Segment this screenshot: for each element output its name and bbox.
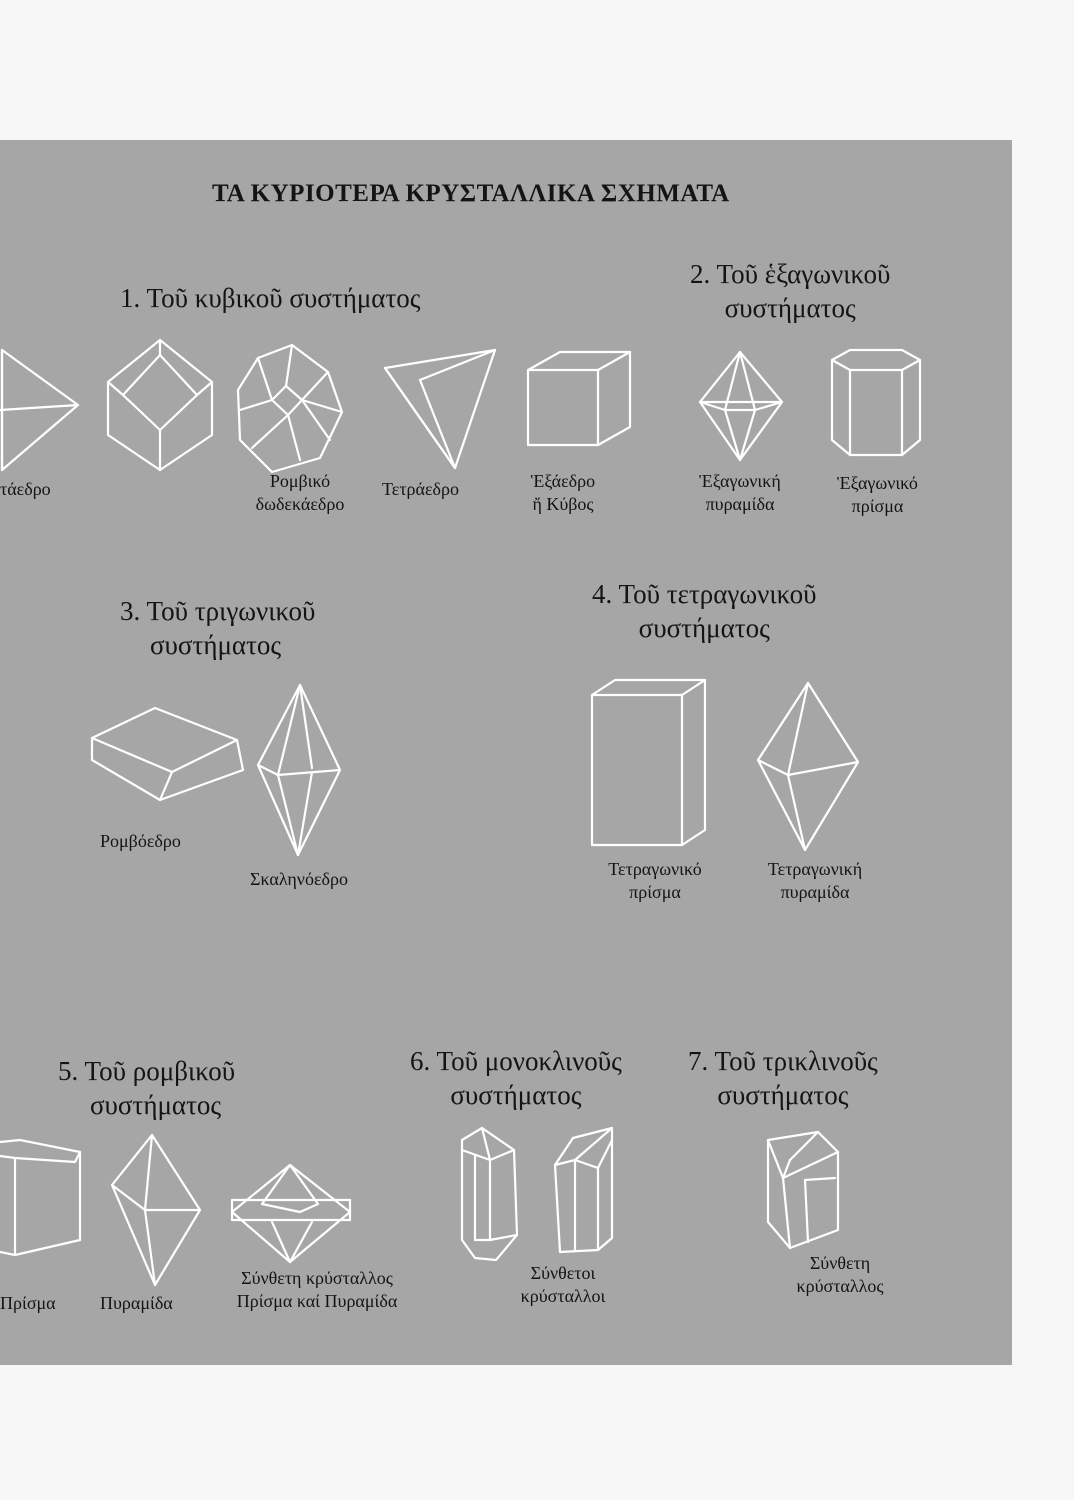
rhombic-dodecahedron-shape bbox=[108, 340, 212, 470]
section-rhombic-line1: 5. Τοῦ ρομβικοῦ bbox=[58, 1056, 236, 1086]
caption-prism: Πρίσμα bbox=[0, 1293, 56, 1313]
caption-hexagonal-pyramid bbox=[680, 470, 800, 515]
monoclinic-crystal-2-shape bbox=[555, 1128, 612, 1252]
section-hexagonal-line1: 2. Τοῦ ἑξαγωνικοῦ bbox=[690, 259, 891, 289]
caption-compound-prism-pyramid bbox=[202, 1267, 432, 1312]
caption-pyramid: Πυραμίδα bbox=[100, 1293, 173, 1313]
caption-compound-crystal-line1: Σύνθετη bbox=[809, 1253, 871, 1273]
caption-tetragonal-prism bbox=[590, 858, 720, 903]
rhombohedron-shape bbox=[92, 708, 243, 800]
caption-hexagonal-pyramid-line2: πυραμίδα bbox=[705, 493, 775, 514]
tetrahedron-shape bbox=[385, 350, 495, 468]
caption-scalenohedron: Σκαληνόεδρο bbox=[250, 869, 348, 889]
tetragonal-pyramid-shape bbox=[758, 683, 858, 850]
section-tetragonal-line1: 4. Τοῦ τετραγωνικοῦ bbox=[592, 579, 817, 609]
caption-hexagonal-prism-line2: πρίσμα bbox=[851, 495, 904, 516]
caption-tetragonal-pyramid-line1: Τετραγωνική bbox=[767, 859, 863, 879]
caption-tetragonal-pyramid-line2: πυραμίδα bbox=[780, 881, 850, 902]
caption-rhombic-dodecahedron-line2: δωδεκάεδρο bbox=[255, 493, 345, 514]
section-rhombic-line2: συστήματος bbox=[90, 1089, 222, 1120]
section-trigonal-heading bbox=[120, 595, 315, 663]
caption-rhombic-dodecahedron-line1: Ρομβικό bbox=[269, 471, 331, 491]
monoclinic-crystal-1-shape bbox=[462, 1128, 517, 1260]
caption-tetrahedron: Τετράεδρο bbox=[382, 479, 459, 499]
caption-compound-prism-pyramid-line1: Σύνθετη κρύσταλλος bbox=[241, 1268, 393, 1288]
caption-tetragonal-prism-line1: Τετραγωνικό bbox=[608, 859, 702, 879]
caption-compound-prism-pyramid-line2: Πρίσμα καί Πυραμίδα bbox=[236, 1290, 398, 1311]
caption-compound-crystals-line2: κρύσταλλοι bbox=[520, 1285, 606, 1306]
caption-rhombohedron: Ρομβόεδρο bbox=[100, 831, 181, 851]
compound-prism-pyramid-shape bbox=[232, 1165, 350, 1262]
cube-shape bbox=[528, 352, 630, 445]
section-triclinic-line2: συστήματος bbox=[717, 1079, 849, 1110]
section-tetragonal-line2: συστήματος bbox=[638, 612, 770, 643]
section-triclinic-line1: 7. Τοῦ τρικλινοῦς bbox=[688, 1046, 878, 1076]
caption-hexahedron-line2: ἤ Κύβος bbox=[532, 493, 594, 514]
caption-hexagonal-pyramid-line1: Ἑξαγωνική bbox=[699, 471, 781, 491]
section-triclinic-heading bbox=[688, 1045, 878, 1113]
caption-compound-crystal-line2: κρύσταλλος bbox=[796, 1275, 884, 1296]
page-title: ΤΑ ΚΥΡΙΟΤΕΡΑ ΚΡΥΣΤΑΛΛΙΚΑ ΣΧΗΜΑΤΑ bbox=[212, 180, 730, 207]
hexagonal-pyramid-shape bbox=[700, 352, 782, 460]
triclinic-crystal-shape bbox=[768, 1132, 838, 1248]
octahedron-shape bbox=[0, 350, 78, 470]
section-cubic-heading bbox=[120, 282, 420, 316]
caption-hexahedron-line1: Ἑξάεδρο bbox=[530, 471, 596, 491]
caption-hexagonal-prism bbox=[815, 472, 940, 517]
tetragonal-prism-shape bbox=[592, 680, 705, 845]
section-monoclinic-line1: 6. Τοῦ μονοκλινοῦς bbox=[410, 1046, 622, 1076]
section-hexagonal-line2: συστήματος bbox=[724, 292, 856, 323]
caption-compound-crystals bbox=[498, 1262, 628, 1307]
caption-tetragonal-pyramid bbox=[745, 858, 885, 903]
section-cubic-line1: 1. Τοῦ κυβικοῦ συστήματος bbox=[120, 283, 421, 313]
caption-compound-crystal bbox=[775, 1252, 905, 1297]
section-hexagonal-heading bbox=[690, 258, 890, 326]
rhombic-pyramid-shape bbox=[112, 1135, 200, 1285]
caption-rhombic-dodecahedron bbox=[245, 470, 355, 515]
section-rhombic-heading bbox=[58, 1055, 235, 1123]
rhombic-prism-shape bbox=[0, 1140, 80, 1255]
caption-octahedron: τάεδρο bbox=[0, 479, 51, 499]
section-monoclinic-line2: συστήματος bbox=[450, 1079, 582, 1110]
section-trigonal-line2: συστήματος bbox=[150, 629, 282, 660]
section-monoclinic-heading bbox=[410, 1045, 622, 1113]
scalenohedron-shape bbox=[258, 685, 340, 855]
icositetrahedron-shape bbox=[238, 345, 342, 472]
section-trigonal-line1: 3. Τοῦ τριγωνικοῦ bbox=[120, 596, 316, 626]
caption-compound-crystals-line1: Σύνθετοι bbox=[530, 1263, 596, 1283]
hexagonal-prism-shape bbox=[832, 350, 920, 455]
caption-tetragonal-prism-line2: πρίσμα bbox=[629, 881, 681, 902]
caption-hexahedron bbox=[508, 470, 618, 515]
section-tetragonal-heading bbox=[592, 578, 816, 646]
caption-hexagonal-prism-line1: Ἑξαγωνικό bbox=[837, 473, 918, 493]
